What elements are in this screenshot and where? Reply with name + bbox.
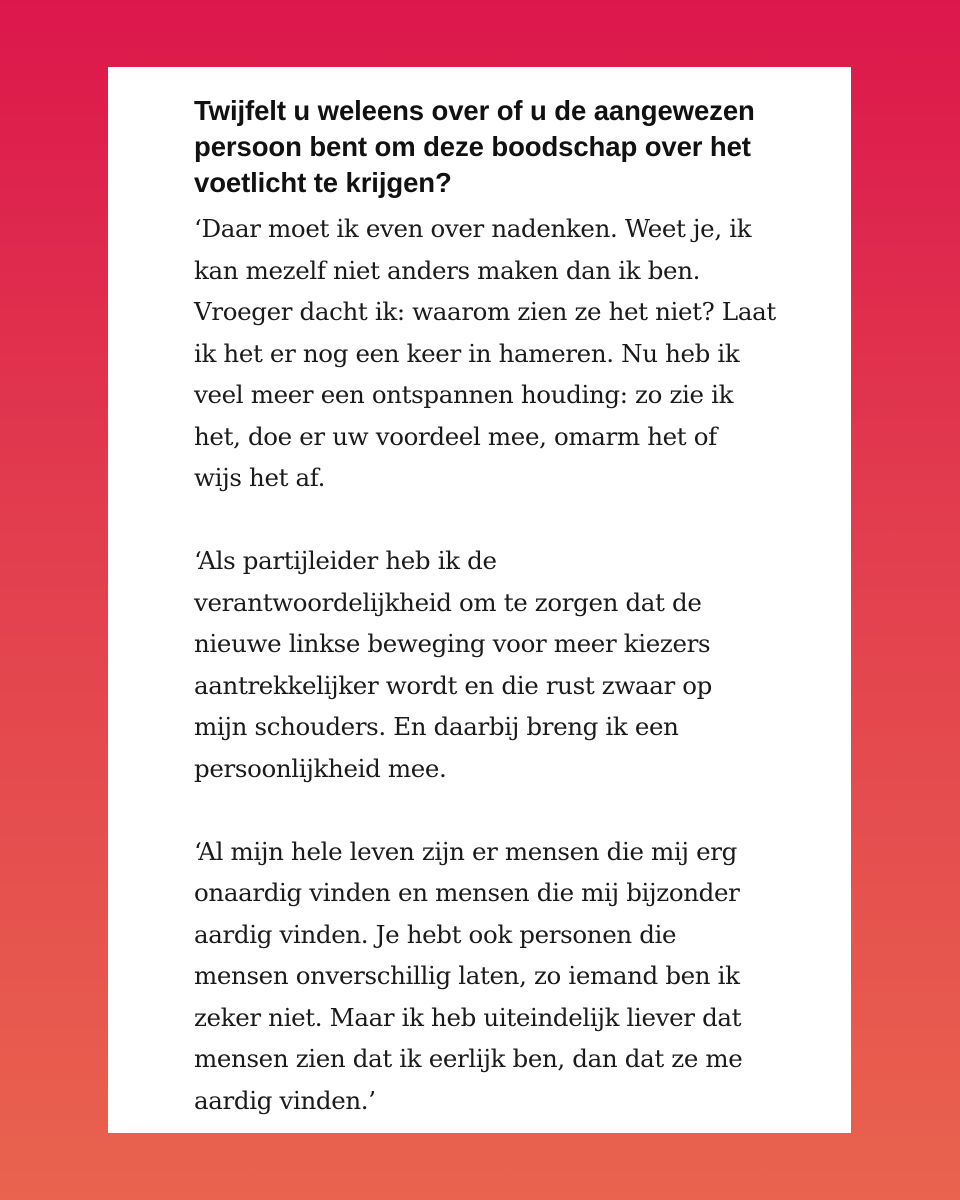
paragraph-line: aardig vinden. Je hebt ook personen die [194, 919, 677, 949]
paragraph-line: het, doe er uw voordeel mee, omarm het of [194, 421, 717, 451]
paragraph-line: mensen zien dat ik eerlijk ben, dan dat ze me [194, 1044, 743, 1073]
paragraph-line: aardig vinden.’ [194, 1085, 376, 1115]
paragraph-line: ik het er nog een keer in hameren. Nu heb ik [194, 338, 740, 368]
paragraph-line: ‘Daar moet ik even over nadenken. Weet je, ik [194, 214, 752, 243]
paragraph-line: persoonlijkheid mee. [194, 753, 447, 783]
paragraph-line: ‘Als partijleider heb ik de [194, 546, 497, 575]
answer-paragraph-3 [194, 831, 811, 1122]
paragraph-line: zeker niet. Maar ik heb uiteindelijk liever dat [194, 1002, 742, 1032]
article-card [108, 67, 851, 1133]
interview-question: Twijfelt u weleens over of u de aangewezen persoon bent om deze boodschap over het voetlicht te krijgen? [194, 95, 755, 198]
paragraph-line: mijn schouders. En daarbij breng ik een [194, 712, 679, 741]
paragraph-line: nieuwe linkse beweging voor meer kiezers [194, 629, 711, 658]
paragraph-line: wijs het af. [194, 463, 326, 492]
paragraph-line: verantwoordelijkheid om te zorgen dat de [194, 587, 702, 617]
paragraph-line: ‘Al mijn hele leven zijn er mensen die mij erg [194, 836, 737, 866]
paragraph-line: aantrekkelijker wordt en die rust zwaar op [194, 670, 712, 700]
paragraph-line: kan mezelf niet anders maken dan ik ben. [194, 255, 701, 285]
paragraph-line: mensen onverschillig laten, zo iemand ben ik [194, 961, 740, 990]
paragraph-line: Vroeger dacht ik: waarom zien ze het niet? Laat [194, 297, 776, 326]
paragraph-line: veel meer een ontspannen houding: zo zie ik [194, 380, 734, 409]
answer-paragraph-1 [194, 208, 811, 499]
answer-paragraph-2 [194, 540, 811, 789]
paragraph-line: onaardig vinden en mensen die mij bijzonder [194, 878, 740, 907]
